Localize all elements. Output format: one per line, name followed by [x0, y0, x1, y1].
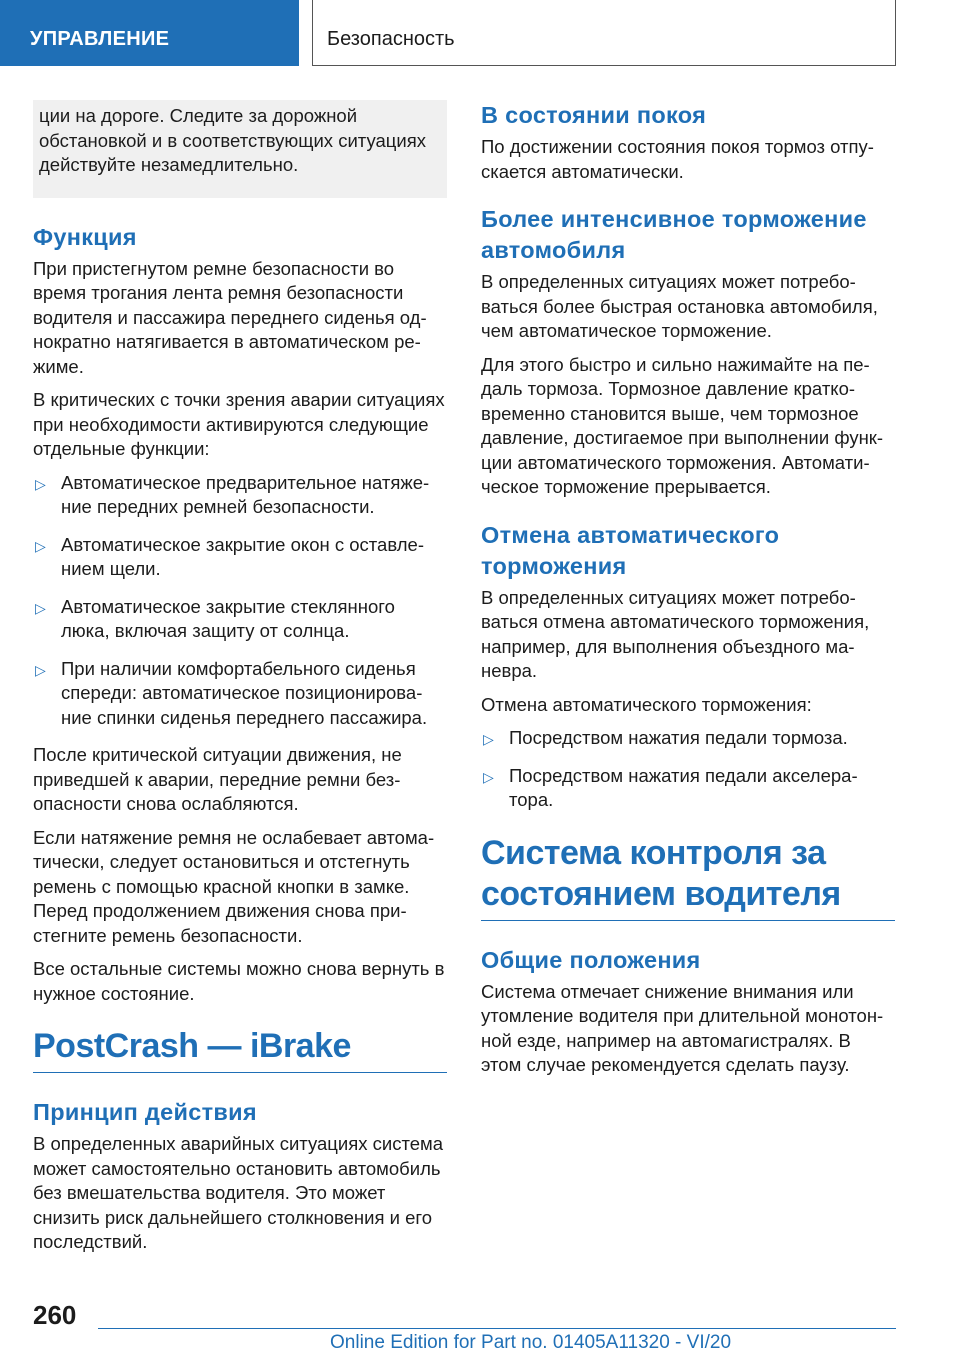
footer-divider	[98, 1328, 896, 1329]
bullet-triangle-icon: ▷	[483, 768, 494, 785]
list-item: ▷ Автоматическое предварительное натяжение передних ремней безопасности.	[35, 471, 430, 517]
function-heading: Функция	[33, 223, 137, 250]
cancel-paragraph-1: В определенных ситуациях может потребоваться отмена автоматического торможения, например, для выполнения объездного маневра.	[481, 586, 870, 681]
intense-braking-heading: Более интенсивное торможение автомобиля	[481, 206, 867, 263]
left-column	[33, 100, 447, 1264]
warning-text: ции на дороге. Следите за дорожной обстановкой и в соответствующих ситуациях действуйте незамедлительно.	[39, 105, 426, 175]
chapter-tab: УПРАВЛЕНИЕ	[0, 0, 299, 66]
list-item: ▷ Посредством нажатия педали тормоза.	[483, 727, 848, 748]
after-paragraph-3: Все остальные системы можно снова вернуть в нужное состояние.	[33, 958, 445, 1004]
cancel-list	[481, 726, 895, 813]
cancel-paragraph-2: Отмена автоматического торможения:	[481, 693, 812, 715]
footer-edition: Online Edition for Part no. 01405A11320 - VI/20	[330, 1332, 732, 1353]
list-item: ▷ При наличии комфортабельного сиденья спереди: автоматическое позиционирование спинки сиденья переднего пассажира.	[35, 657, 428, 728]
bullet-triangle-icon: ▷	[35, 475, 46, 492]
after-paragraph-1: После критической ситуации движения, не приведшей к аварии, передние ремни безопасности снова ослабляются.	[33, 744, 402, 814]
list-item: ▷ Автоматическое закрытие стеклянного люка, включая защиту от солнца.	[35, 595, 395, 641]
rest-paragraph: По достижении состояния покоя тормоз отпускается автоматически.	[481, 136, 874, 182]
section-title: Безопасность	[312, 0, 896, 66]
bullet-triangle-icon: ▷	[483, 731, 494, 747]
general-paragraph: Система отмечает снижение внимания или утомление водителя при длительной монотонной езде, например на автомагистралях. В этом случае рекомендуется сделать паузу.	[481, 980, 884, 1075]
function-paragraph-2: В критических с точки зрения аварии ситуациях при необходимости активируются следующие отдельные функции:	[33, 389, 445, 459]
function-paragraph-1: При пристегнутом ремне безопасности во время трогания лента ремня безопасности водителя и пассажира переднего сиденья однократно натягивается в автоматическом режиме.	[33, 257, 427, 377]
general-heading: Общие положения	[481, 946, 701, 973]
principle-heading: Принцип действия	[33, 1099, 257, 1125]
page-number: 260	[33, 1300, 77, 1330]
intense-paragraph-2: Для этого быстро и сильно нажимайте на педаль тормоза. Тормозное давление кратковременно становится выше, чем тормозное давление, достигаемое при выполнении функции автоматического торможения. Автоматическое торможение прерывается.	[481, 353, 884, 497]
principle-paragraph: В определенных аварийных ситуациях система может самостоятельно остановить автомобиль без вмешательства водителя. Это может снизить риск дальнейшего столкновения и его последствий.	[33, 1133, 444, 1252]
intense-paragraph-1: В определенных ситуациях может потребоваться более быстрая остановка автомобиля, чем автоматическое торможение.	[481, 271, 878, 341]
function-list	[33, 471, 447, 731]
list-item: ▷ Автоматическое закрытие окон с оставлением щели.	[35, 533, 424, 579]
bullet-triangle-icon: ▷	[35, 537, 46, 554]
cancel-braking-heading: Отмена автоматического торможения	[481, 521, 780, 579]
right-column	[481, 100, 895, 1087]
after-paragraph-2: Если натяжение ремня не ослабевает автоматически, следует остановиться и отстегнуть ремень с помощью красной кнопки в замке. Перед продолжением движения снова пристегните ремень безопасности.	[33, 826, 435, 946]
bullet-triangle-icon: ▷	[35, 599, 46, 616]
warning-box	[33, 100, 447, 198]
rest-heading: В состоянии покоя	[481, 102, 707, 128]
driver-monitor-title: Система контроля за состоянием водителя	[481, 833, 895, 921]
postcrash-title: PostCrash — iBrake	[33, 1026, 447, 1073]
bullet-triangle-icon: ▷	[35, 661, 46, 678]
list-item: ▷ Посредством нажатия педали акселератора.	[483, 764, 858, 810]
